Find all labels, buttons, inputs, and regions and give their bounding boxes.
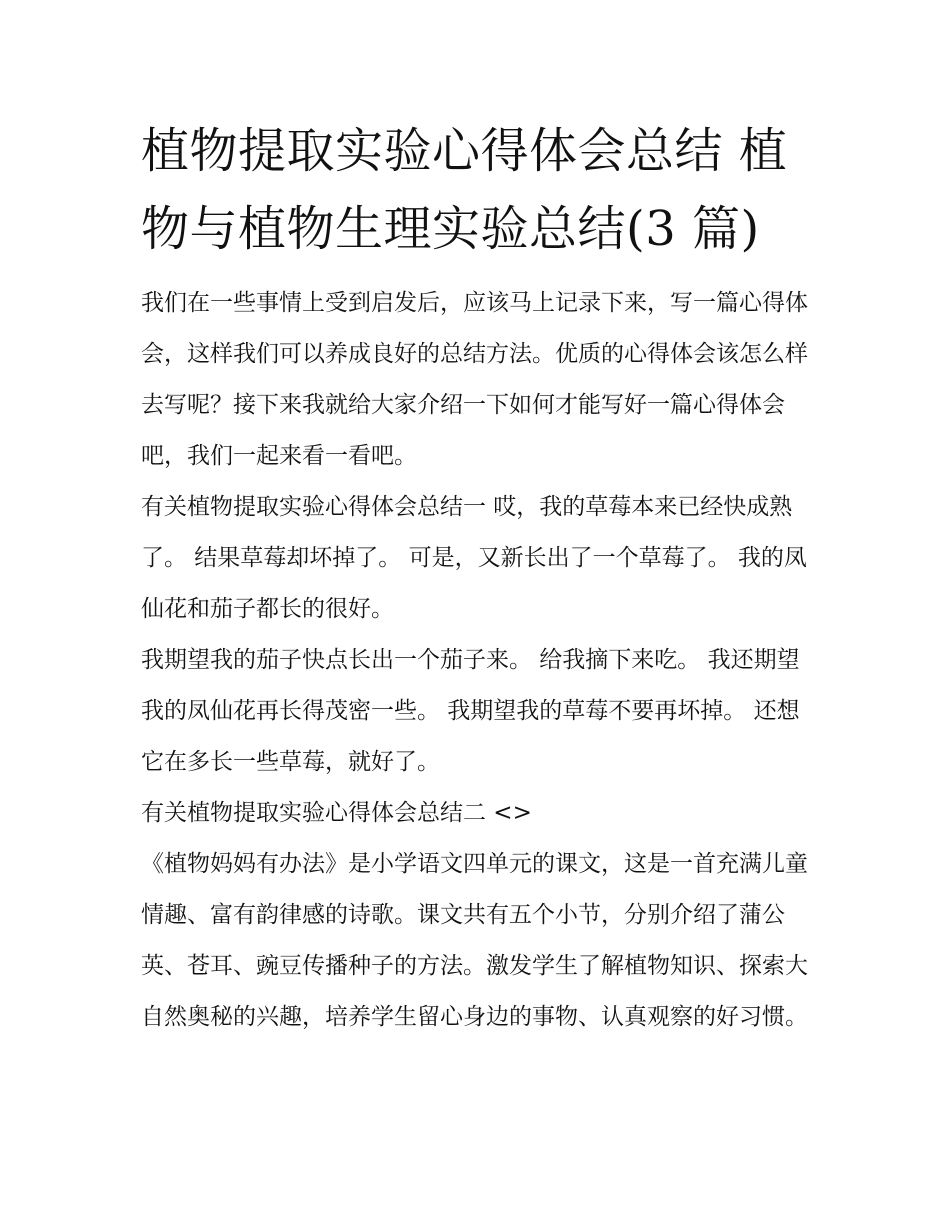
summary-two-heading: 有关植物提取实验心得体会总结二 <> xyxy=(141,800,532,826)
summary-one-paragraph: 有关植物提取实验心得体会总结一 哎，我的草莓本来已经快成熟了。 结果草莓却坏掉了。 可是，又新长出了一个草莓了。 我的凤仙花和茄子都长的很好。 xyxy=(141,494,807,622)
document-body xyxy=(141,112,813,1043)
intro-paragraph: 我们在一些事情上受到启发后，应该马上记录下来，写一篇心得体会，这样我们可以养成良好的总结方法。优质的心得体会该怎么样去写呢？接下来我就给大家介绍一下如何才能写好一篇心得体会吧，我们一起来看一看吧。 xyxy=(141,290,808,469)
lesson-paragraph: 《植物妈妈有办法》是小学语文四单元的课文，这是一首充满儿童情趣、富有韵律感的诗歌。课文共有五个小节，分别介绍了蒲公英、苍耳、豌豆传播种子的方法。激发学生了解植物知识、探索大自然奥秘的兴趣，培养学生留心身边的事物、认真观察的好习惯。 xyxy=(141,851,808,1030)
hope-paragraph: 我期望我的茄子快点长出一个茄子来。 给我摘下来吃。 我还期望我的凤仙花再长得茂密一些。 我期望我的草莓不要再坏掉。 还想它在多长一些草莓，就好了。 xyxy=(141,647,800,775)
document-title: 植物提取实验心得体会总结 植物与植物生理实验总结(3 篇) xyxy=(141,123,788,257)
